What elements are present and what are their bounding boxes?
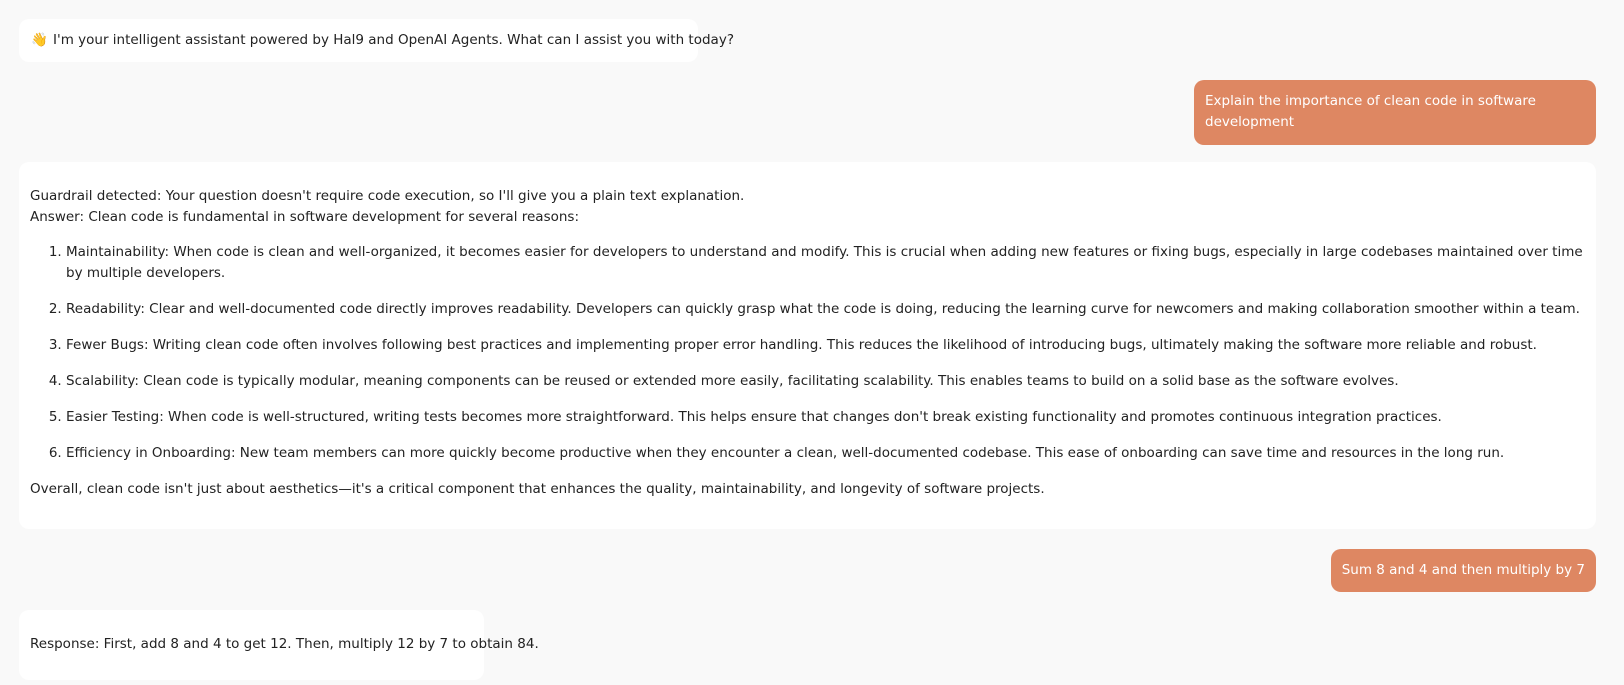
- waving-hand-icon: 👋: [31, 32, 48, 48]
- list-item: 3. Fewer Bugs: Writing clean code often involves following best practices and implementing proper error handling. This reduces the likelihood of introducing bugs, ultimately making the software more reliable and robust.: [66, 335, 1585, 356]
- assistant-message-text: Response: First, add 8 and 4 to get 12. Then, multiply 12 by 7 to obtain 84.: [30, 636, 539, 652]
- assistant-message: [19, 162, 1596, 529]
- guardrail-notice: Guardrail detected: Your question doesn't require code execution, so I'll give you a plain text explanation.: [30, 188, 745, 204]
- list-item: 1. Maintainability: When code is clean and well-organized, it becomes easier for developers to understand and modify. This is crucial when adding new features or fixing bugs, especially in large codebases maintained over time by multiple developers.: [66, 242, 1585, 284]
- assistant-greeting-message: [19, 19, 734, 62]
- user-message: [1194, 80, 1596, 145]
- list-item: 6. Efficiency in Onboarding: New team members can more quickly become productive when they encounter a clean, well-documented codebase. This ease of onboarding can save time and resources in the long run.: [66, 443, 1585, 464]
- answer-conclusion: Overall, clean code isn't just about aesthetics—it's a critical component that enhances the quality, maintainability, and longevity of software projects.: [30, 481, 1045, 497]
- user-message-text: Sum 8 and 4 and then multiply by 7: [1341, 562, 1585, 578]
- greeting-text: I'm your intelligent assistant powered by Hal9 and OpenAI Agents. What can I assist you with today?: [53, 32, 734, 48]
- reasons-list: [30, 242, 1585, 464]
- user-message: [1331, 549, 1596, 592]
- answer-intro: Answer: Clean code is fundamental in software development for several reasons:: [30, 209, 580, 225]
- list-item: 4. Scalability: Clean code is typically modular, meaning components can be reused or extended more easily, facilitating scalability. This enables teams to build on a solid base as the software evolves.: [66, 371, 1585, 392]
- assistant-message: [19, 610, 539, 680]
- list-item: 2. Readability: Clear and well-documented code directly improves readability. Developers can quickly grasp what the code is doing, reducing the learning curve for newcomers and making collaboration smoother within a team.: [66, 299, 1585, 320]
- user-message-text: Explain the importance of clean code in software development: [1205, 93, 1536, 130]
- list-item: 5. Easier Testing: When code is well-structured, writing tests becomes more straightforward. This helps ensure that changes don't break existing functionality and promotes continuous integration practices.: [66, 407, 1585, 428]
